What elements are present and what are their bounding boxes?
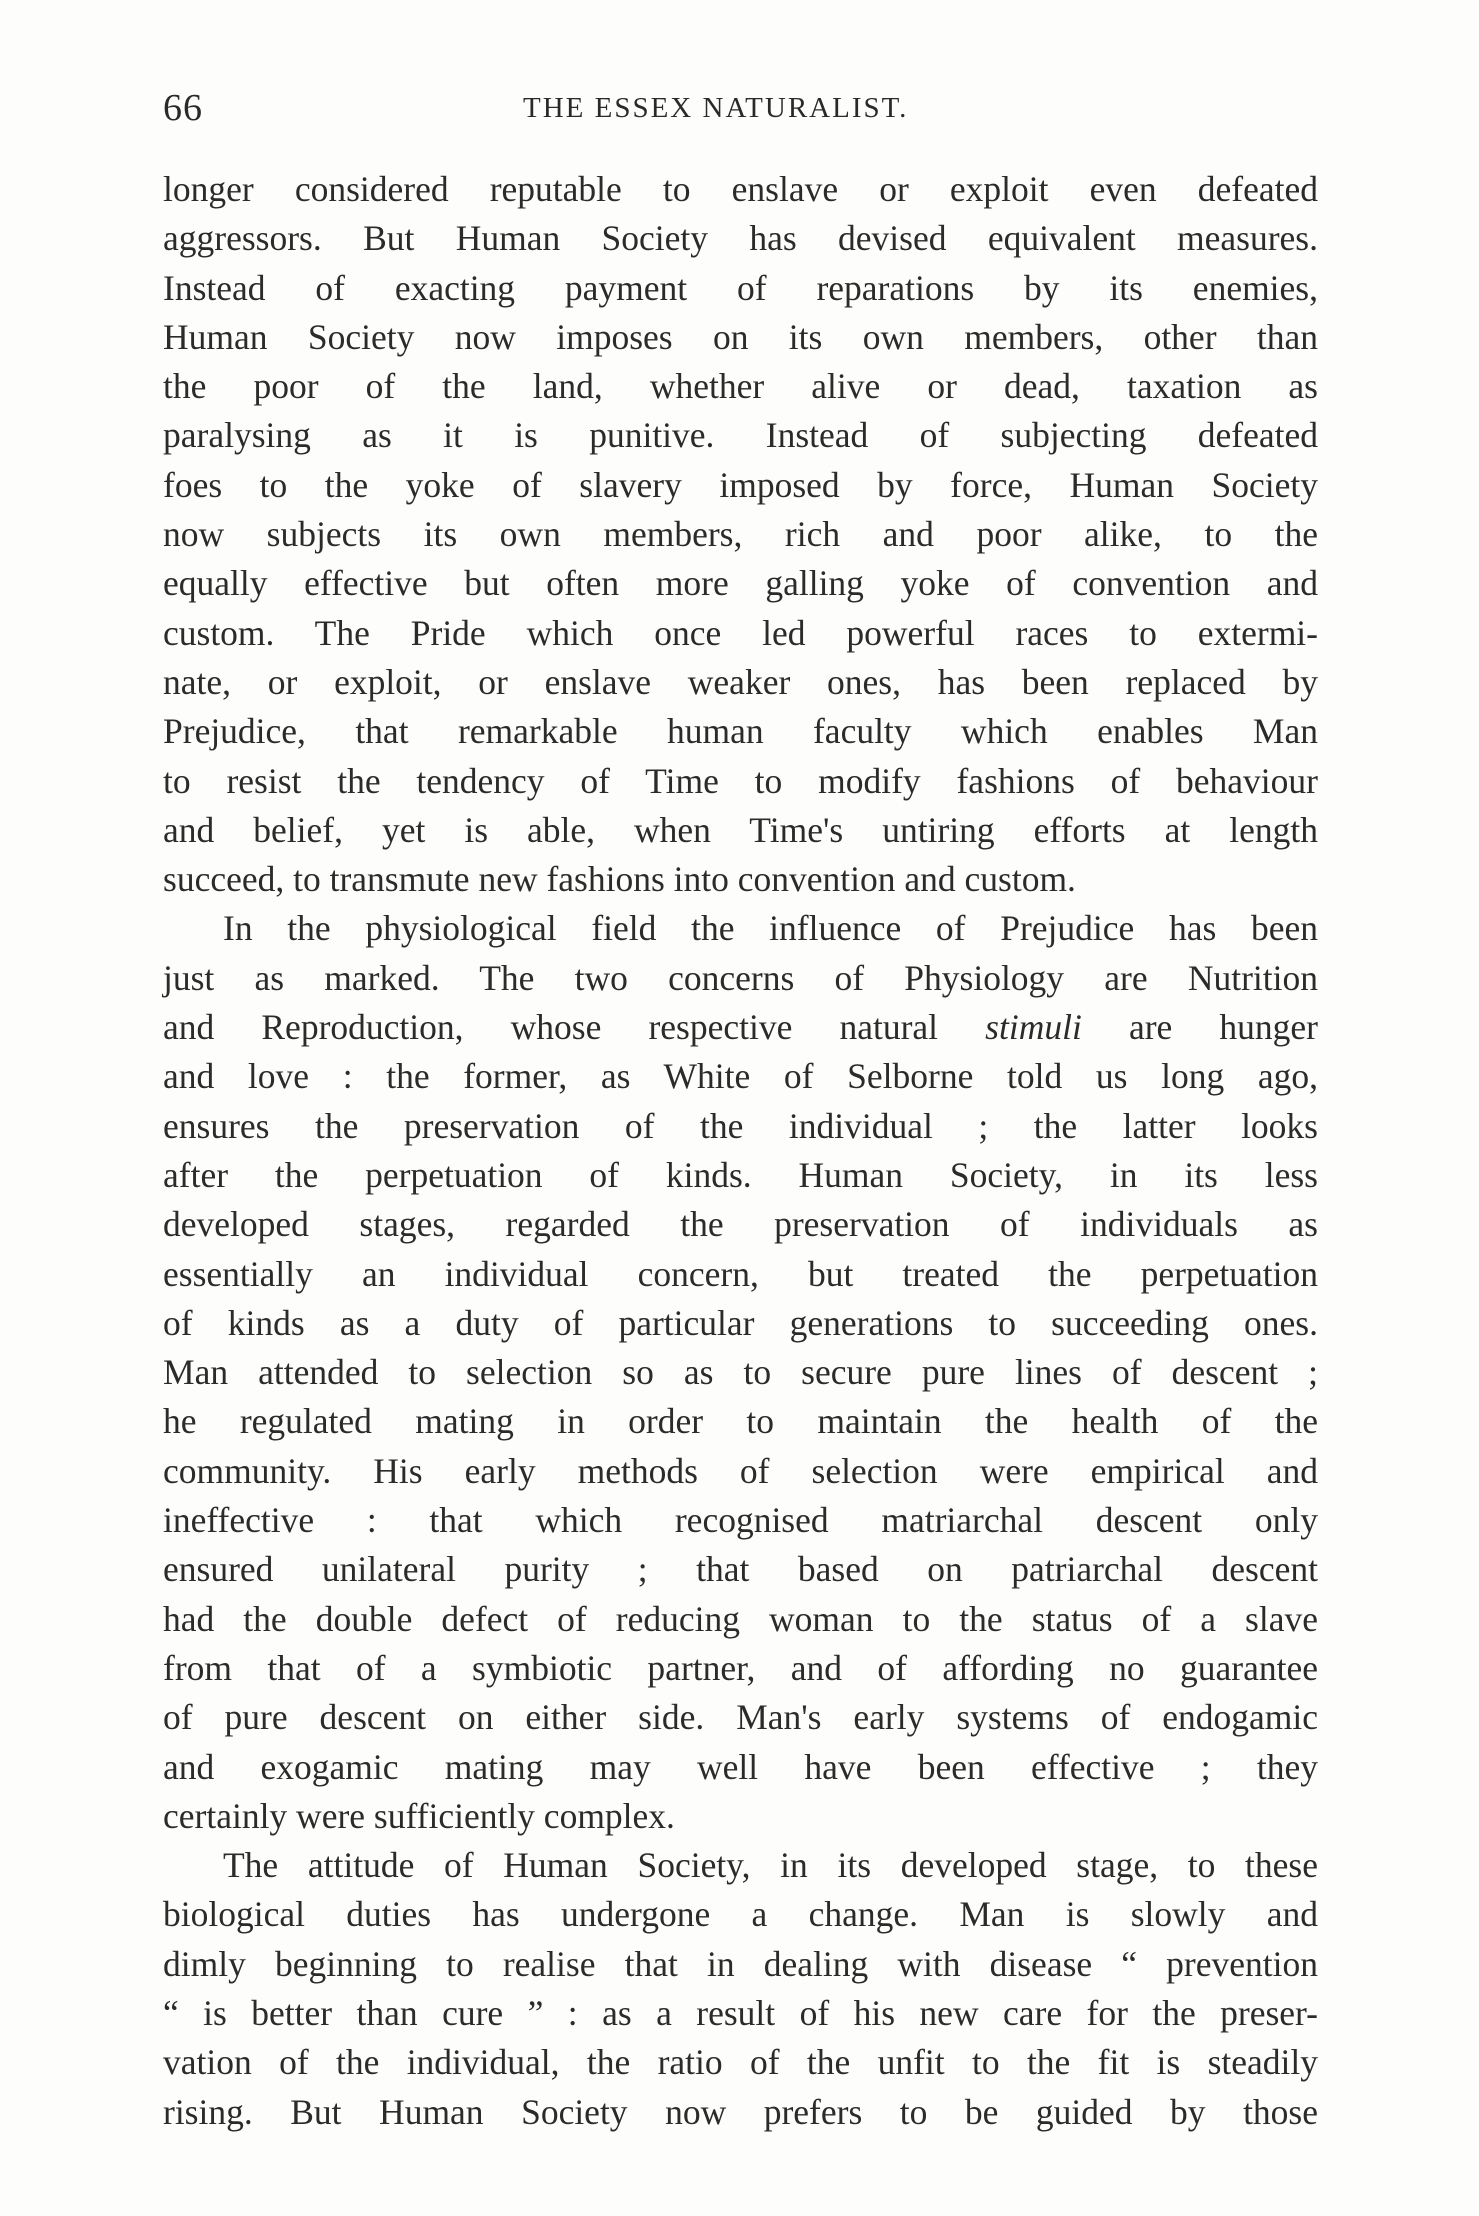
text-line: succeed, to transmute new fashions into convention and custom. <box>163 859 1076 900</box>
text-line: from that of a symbiotic partner, and of affording no guarantee <box>163 1647 1318 1688</box>
text-line: developed stages, regarded the preservation of individuals as <box>163 1204 1318 1245</box>
text-line: to resist the tendency of Time to modify fashions of behaviour <box>163 760 1318 801</box>
paragraph-2 <box>163 904 1318 1841</box>
text-line: and love : the former, as White of Selborne told us long ago, <box>163 1056 1318 1097</box>
text-line: just as marked. The two concerns of Physiology are Nutrition <box>163 957 1318 998</box>
text-line: paralysing as it is punitive. Instead of subjecting defeated <box>163 415 1318 456</box>
text-line: Human Society now imposes on its own members, other than <box>163 316 1318 357</box>
text-line: The attitude of Human Society, in its developed stage, to these <box>223 1845 1318 1886</box>
text-line: “ is better than cure ” : as a result of his new care for the preser- <box>163 1992 1318 2033</box>
text-line: Instead of exacting payment of reparations by its enemies, <box>163 267 1318 308</box>
text-line: dimly beginning to realise that in dealing with disease “ prevention <box>163 1943 1318 1984</box>
text-line: the poor of the land, whether alive or dead, taxation as <box>163 366 1318 407</box>
text-line: after the perpetuation of kinds. Human Society, in its less <box>163 1154 1318 1195</box>
text-line: of kinds as a duty of particular generations to succeeding ones. <box>163 1302 1318 1343</box>
text-line: custom. The Pride which once led powerful races to extermi- <box>163 612 1318 653</box>
text-line: equally effective but often more galling yoke of convention and <box>163 563 1318 604</box>
text-line: vation of the individual, the ratio of the unfit to the fit is steadily <box>163 2042 1318 2083</box>
italic-word: stimuli <box>985 1007 1082 1048</box>
text-line: had the double defect of reducing woman to the status of a slave <box>163 1598 1318 1639</box>
body-text <box>163 165 1318 2137</box>
text-line: community. His early methods of selection were empirical and <box>163 1450 1318 1491</box>
text-line: he regulated mating in order to maintain the health of the <box>163 1401 1318 1442</box>
text-line: and Reproduction, whose respective natural stimuli are hunger <box>163 1007 1318 1048</box>
paragraph-3 <box>163 1841 1318 2137</box>
text-line: nate, or exploit, or enslave weaker ones, has been replaced by <box>163 661 1318 702</box>
text-line: biological duties has undergone a change. Man is slowly and <box>163 1894 1318 1935</box>
text-line: and exogamic mating may well have been effective ; they <box>163 1746 1318 1787</box>
running-head <box>163 86 1318 134</box>
text-line: ineffective : that which recognised matriarchal descent only <box>163 1500 1318 1541</box>
text-line: In the physiological field the influence of Prejudice has been <box>223 908 1318 949</box>
text-line: ensures the preservation of the individual ; the latter looks <box>163 1105 1318 1146</box>
text-line: now subjects its own members, rich and poor alike, to the <box>163 514 1318 555</box>
journal-title: THE ESSEX NATURALIST. <box>523 92 909 124</box>
text-line: foes to the yoke of slavery imposed by force, Human Society <box>163 464 1318 505</box>
text-line: certainly were sufficiently complex. <box>163 1795 675 1836</box>
text-line: rising. But Human Society now prefers to be guided by those <box>163 2091 1318 2132</box>
text-line: Man attended to selection so as to secure pure lines of descent ; <box>163 1352 1318 1393</box>
paragraph-1 <box>163 165 1318 904</box>
text-line: Prejudice, that remarkable human faculty which enables Man <box>163 711 1318 752</box>
page-number: 66 <box>163 87 203 129</box>
text-line: ensured unilateral purity ; that based on patriarchal descent <box>163 1549 1318 1590</box>
text-line: of pure descent on either side. Man's early systems of endogamic <box>163 1697 1318 1738</box>
text-line: aggressors. But Human Society has devised equivalent measures. <box>163 218 1318 259</box>
text-line: and belief, yet is able, when Time's untiring efforts at length <box>163 809 1318 850</box>
text-line: essentially an individual concern, but treated the perpetuation <box>163 1253 1318 1294</box>
text-line: longer considered reputable to enslave or exploit even defeated <box>163 169 1318 209</box>
